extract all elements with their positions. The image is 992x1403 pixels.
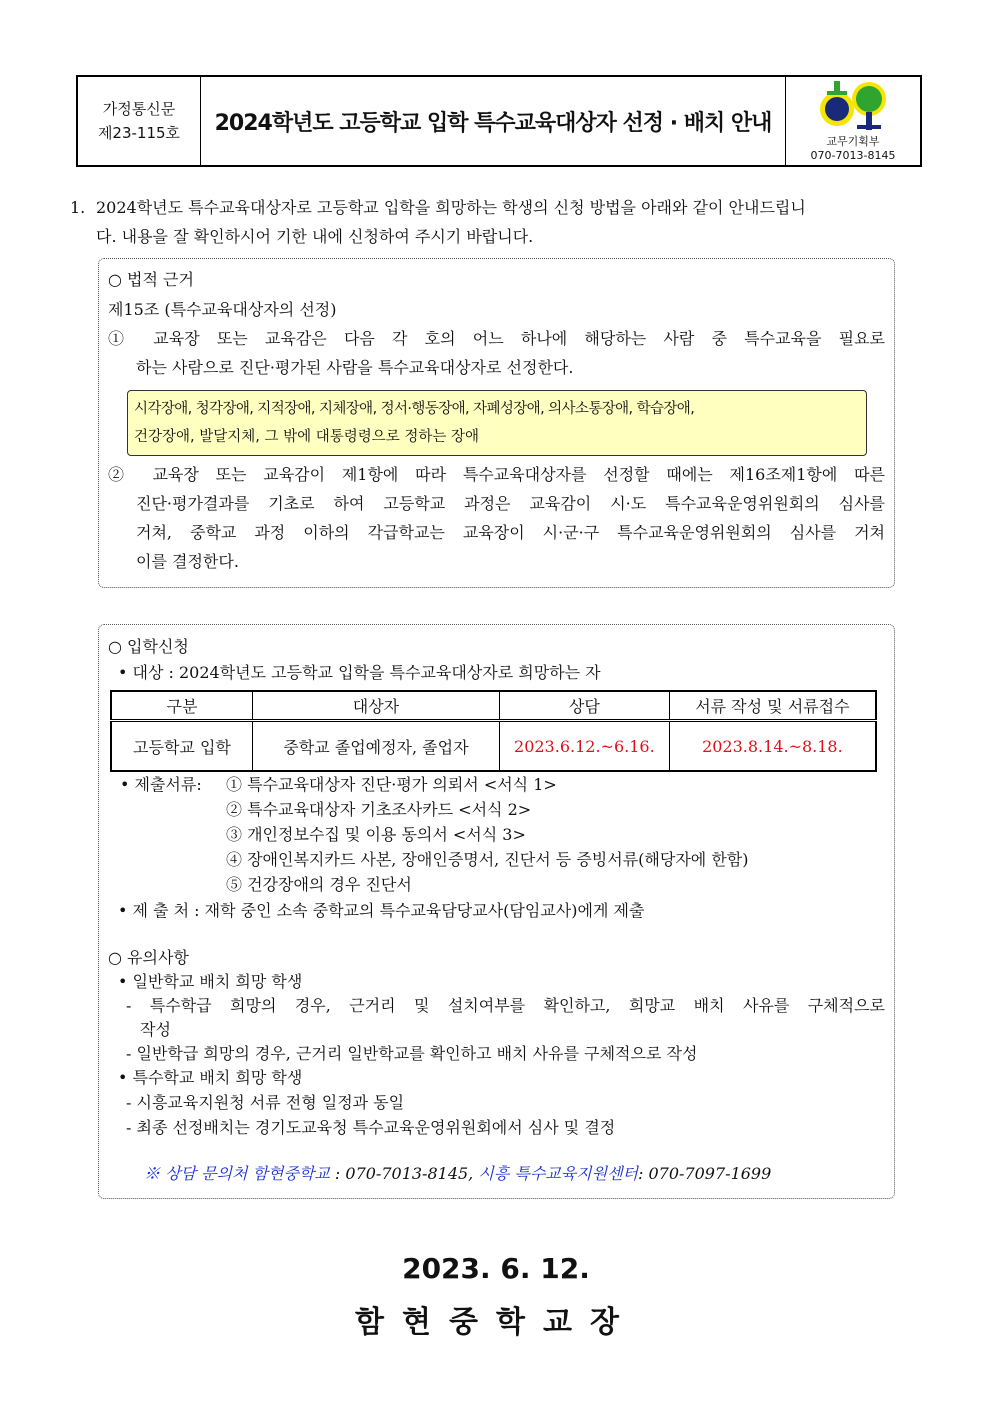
contact-line (144, 1161, 771, 1184)
general-note-1-line-2: 작성 (140, 1020, 171, 1039)
doc-type: 가정통신문 (102, 100, 176, 118)
docs-label: • 제출서류: (120, 775, 202, 794)
clause-1-line-2: 하는 사람으로 진단·평가된 사람을 특수교육대상자로 선정한다. (136, 358, 574, 377)
contact-school-phone: : 070-7013-8145, (329, 1164, 479, 1183)
general-school-heading: • 일반학교 배치 희망 학생 (118, 972, 303, 991)
table-row (111, 721, 876, 772)
schedule-table (110, 690, 877, 772)
cell-consult-date: 2023.6.12.~6.16. (499, 721, 669, 772)
cell-target: 중학교 졸업예정자, 졸업자 (252, 721, 499, 772)
special-school-heading: • 특수학교 배치 희망 학생 (118, 1068, 303, 1087)
disability-line-2: 건강장애, 발달지체, 그 밖에 대통령령으로 정하는 장애 (134, 429, 480, 445)
intro-line-2: 다. 내용을 잘 확인하시어 기한 내에 신청하여 주시기 바랍니다. (96, 227, 534, 246)
signer: 함현중학교장 (355, 1305, 637, 1340)
intro-number: 1. (70, 198, 86, 217)
department-name: 교무기획부 (826, 135, 880, 148)
disability-types-box (127, 390, 867, 456)
clause-2-line-4: 이를 결정한다. (136, 552, 239, 571)
clause-2-line-2: 진단·평가결과를 기초로 하여 고등학교 과정은 교육감이 시·도 특수교육운영위원회의 심사를 (136, 494, 885, 513)
disability-line-1: 시각장애, 청각장애, 지적장애, 지체장애, 정서·행동장애, 자폐성장애, 의사소통장애, 학습장애, (134, 401, 695, 417)
special-note-2: - 최종 선정배치는 경기도교육청 특수교육운영위원회에서 심사 및 결정 (126, 1118, 616, 1137)
table-header-row (111, 691, 876, 721)
cell-document-date: 2023.8.14.~8.18. (669, 721, 876, 772)
department-cell (785, 77, 920, 165)
intro-line-1: 2024학년도 특수교육대상자로 고등학교 입학을 희망하는 학생의 신청 방법을 아래와 같이 안내드립니 (96, 198, 806, 217)
doc-item-4: ④ 장애인복지카드 사본, 장애인증명서, 진단서 등 증빙서류(해당자에 한함) (226, 850, 749, 869)
issue-date: 2023. 6. 12. (402, 1252, 590, 1285)
application-target: • 대상 : 2024학년도 고등학교 입학을 특수교육대상자로 희망하는 자 (118, 663, 601, 682)
special-note-1: - 시흥교육지원청 서류 전형 일정과 동일 (126, 1093, 405, 1112)
notes-heading: ○ 유의사항 (108, 948, 189, 967)
application-heading: ○ 입학신청 (108, 637, 189, 656)
doc-id-cell (78, 77, 201, 165)
school-logo-icon (817, 79, 889, 133)
doc-item-3: ③ 개인정보수집 및 이용 동의서 <서식 3> (226, 825, 526, 844)
general-note-1-line-1: - 특수학급 희망의 경우, 근거리 및 설치여부를 확인하고, 희망교 배치 사유를 구체적으로 (126, 996, 885, 1015)
letter-header (76, 75, 922, 167)
contact-school: ※ 상담 문의처 함현중학교 (144, 1164, 330, 1183)
submit-to: • 제 출 처 : 재학 중인 소속 중학교의 특수교육담당교사(담임교사)에게 제출 (118, 901, 645, 920)
col-category: 구분 (111, 691, 252, 721)
contact-center-phone: : 070-7097-1699 (638, 1164, 772, 1183)
doc-item-2: ② 특수교육대상자 기초조사카드 <서식 2> (226, 800, 532, 819)
legal-article: 제15조 (특수교육대상자의 선정) (108, 300, 337, 319)
cell-category: 고등학교 입학 (111, 721, 252, 772)
contact-center: 시흥 특수교육지원센터 (478, 1164, 639, 1183)
clause-2-line-3: 거쳐, 중학교 과정 이하의 각급학교는 교육장이 시·군·구 특수교육운영위원회의 심사를 거쳐 (136, 523, 885, 542)
doc-number: 제23-115호 (97, 124, 181, 142)
clause-1-line-1: ① 교육장 또는 교육감은 다음 각 호의 어느 하나에 해당하는 사람 중 특수교육을 필요로 (108, 329, 885, 348)
intro-paragraph (70, 193, 922, 251)
clause-2-line-1: ② 교육장 또는 교육감이 제1항에 따라 특수교육대상자를 선정할 때에는 제16조제1항에 따른 (108, 465, 885, 484)
doc-item-5: ⑤ 건강장애의 경우 진단서 (226, 875, 412, 894)
doc-item-1: ① 특수교육대상자 진단·평가 의뢰서 <서식 1> (226, 775, 557, 794)
department-phone: 070-7013-8145 (810, 149, 896, 162)
general-note-2: - 일반학급 희망의 경우, 근거리 일반학교를 확인하고 배치 사유를 구체적으로 작성 (126, 1044, 698, 1063)
legal-heading: ○ 법적 근거 (108, 270, 194, 289)
col-consult: 상담 (499, 691, 669, 721)
col-documents: 서류 작성 및 서류접수 (669, 691, 876, 721)
page-title: 2024학년도 고등학교 입학 특수교육대상자 선정 · 배치 안내 (214, 110, 772, 136)
col-target: 대상자 (252, 691, 499, 721)
